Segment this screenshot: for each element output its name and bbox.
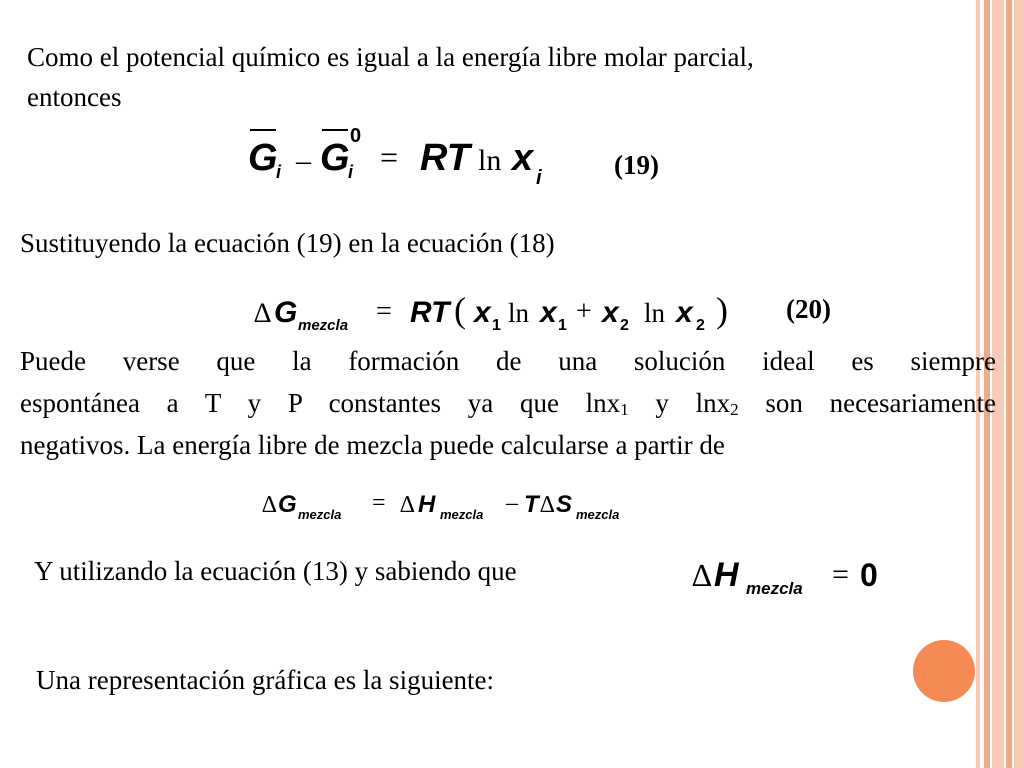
subscript-2: 2	[730, 400, 739, 419]
intro-line-2: entonces	[27, 82, 122, 112]
gibbs-minus: –	[506, 490, 518, 516]
equation-gibbs-mixing	[258, 482, 658, 528]
eq19-x: x	[512, 137, 534, 179]
eq20-g: G	[274, 296, 298, 329]
gibbs-delta-3: ∆	[540, 492, 555, 518]
eq19-sub-xi: i	[536, 167, 542, 189]
enthalpy-delta: ∆	[692, 557, 712, 593]
eq19-equals: =	[380, 139, 399, 175]
eq20-plus: +	[576, 296, 592, 327]
stripe	[1014, 0, 1024, 768]
gibbs-sub-1: mezcla	[298, 507, 342, 522]
equation-19	[240, 118, 560, 190]
gibbs-sub-2: mezcla	[440, 507, 484, 522]
intro-line-1: Como el potencial químico es igual a la energía libre molar parcial,	[27, 42, 754, 72]
eq19-sup-0: 0	[350, 125, 362, 147]
paragraph-line-1: Puede verse que la formación de una solución ideal es siempre	[20, 346, 996, 376]
decorative-circle	[913, 640, 975, 702]
paragraph-line-2-text-c: son necesariamente	[738, 388, 996, 418]
eq20-equals: =	[376, 296, 392, 327]
enthalpy-equals: =	[832, 558, 849, 591]
enthalpy-zero: 0	[860, 557, 878, 593]
eq20-rparen: )	[716, 290, 728, 330]
gibbs-t: T	[524, 491, 539, 518]
eq20-delta: ∆	[254, 298, 272, 329]
eq19-g: G	[248, 137, 278, 179]
gibbs-sub-3: mezcla	[576, 507, 620, 522]
eq20-ln2: ln	[644, 298, 666, 328]
utilization-text: Y utilizando la ecuación (13) y sabiendo que	[34, 556, 517, 586]
enthalpy-h: H	[714, 556, 739, 594]
stripe	[1006, 0, 1012, 768]
equation-20-number: (20)	[786, 294, 831, 324]
eq19-rt: RT	[420, 137, 470, 179]
subscript-1: 1	[620, 400, 629, 419]
explanation-paragraph	[20, 340, 996, 466]
gibbs-h: H	[418, 491, 436, 518]
eq19-sub-i: i	[276, 162, 282, 182]
eq20-lparen: (	[454, 290, 466, 330]
substitution-text: Sustituyendo la ecuación (19) en la ecuación (18)	[20, 228, 555, 258]
eq20-sub-2b: 2	[696, 317, 705, 334]
gibbs-s: S	[556, 491, 573, 518]
eq20-x1: x	[474, 296, 491, 329]
gibbs-g: G	[278, 491, 297, 518]
gibbs-delta-1: ∆	[262, 492, 277, 518]
eq20-x2: x	[602, 296, 619, 329]
eq20-sub-1b: 1	[558, 317, 567, 334]
eq19-g2: G	[320, 137, 350, 179]
eq19-ln: ln	[478, 144, 502, 177]
equation-20	[250, 282, 750, 342]
eq19-sub-i2: i	[348, 162, 354, 182]
graph-intro-text: Una representación gráfica es la siguiente:	[36, 665, 495, 695]
eq20-sub-2: 2	[620, 317, 629, 334]
eq20-sub-1: 1	[492, 317, 501, 334]
eq20-x2b: x	[676, 296, 693, 329]
paragraph-line-2-text-b: y lnx	[628, 388, 731, 418]
eq19-minus: –	[296, 144, 311, 177]
paragraph-line-2-text-a: espontánea a T y P constantes ya que lnx	[20, 388, 621, 418]
eq20-rt: RT	[410, 296, 450, 329]
equation-19-number: (19)	[614, 150, 659, 180]
gibbs-delta-2: ∆	[400, 492, 415, 518]
eq20-sub-mezcla: mezcla	[298, 317, 349, 334]
enthalpy-sub-mezcla: mezcla	[746, 579, 803, 598]
paragraph-line-3: negativos. La energía libre de mezcla puede calcularse a partir de	[20, 430, 725, 460]
paragraph-line-2	[20, 382, 996, 424]
eq20-x1b: x	[540, 296, 557, 329]
eq20-ln1: ln	[508, 298, 530, 328]
gibbs-equals: =	[372, 490, 386, 516]
equation-enthalpy-zero	[690, 548, 890, 604]
